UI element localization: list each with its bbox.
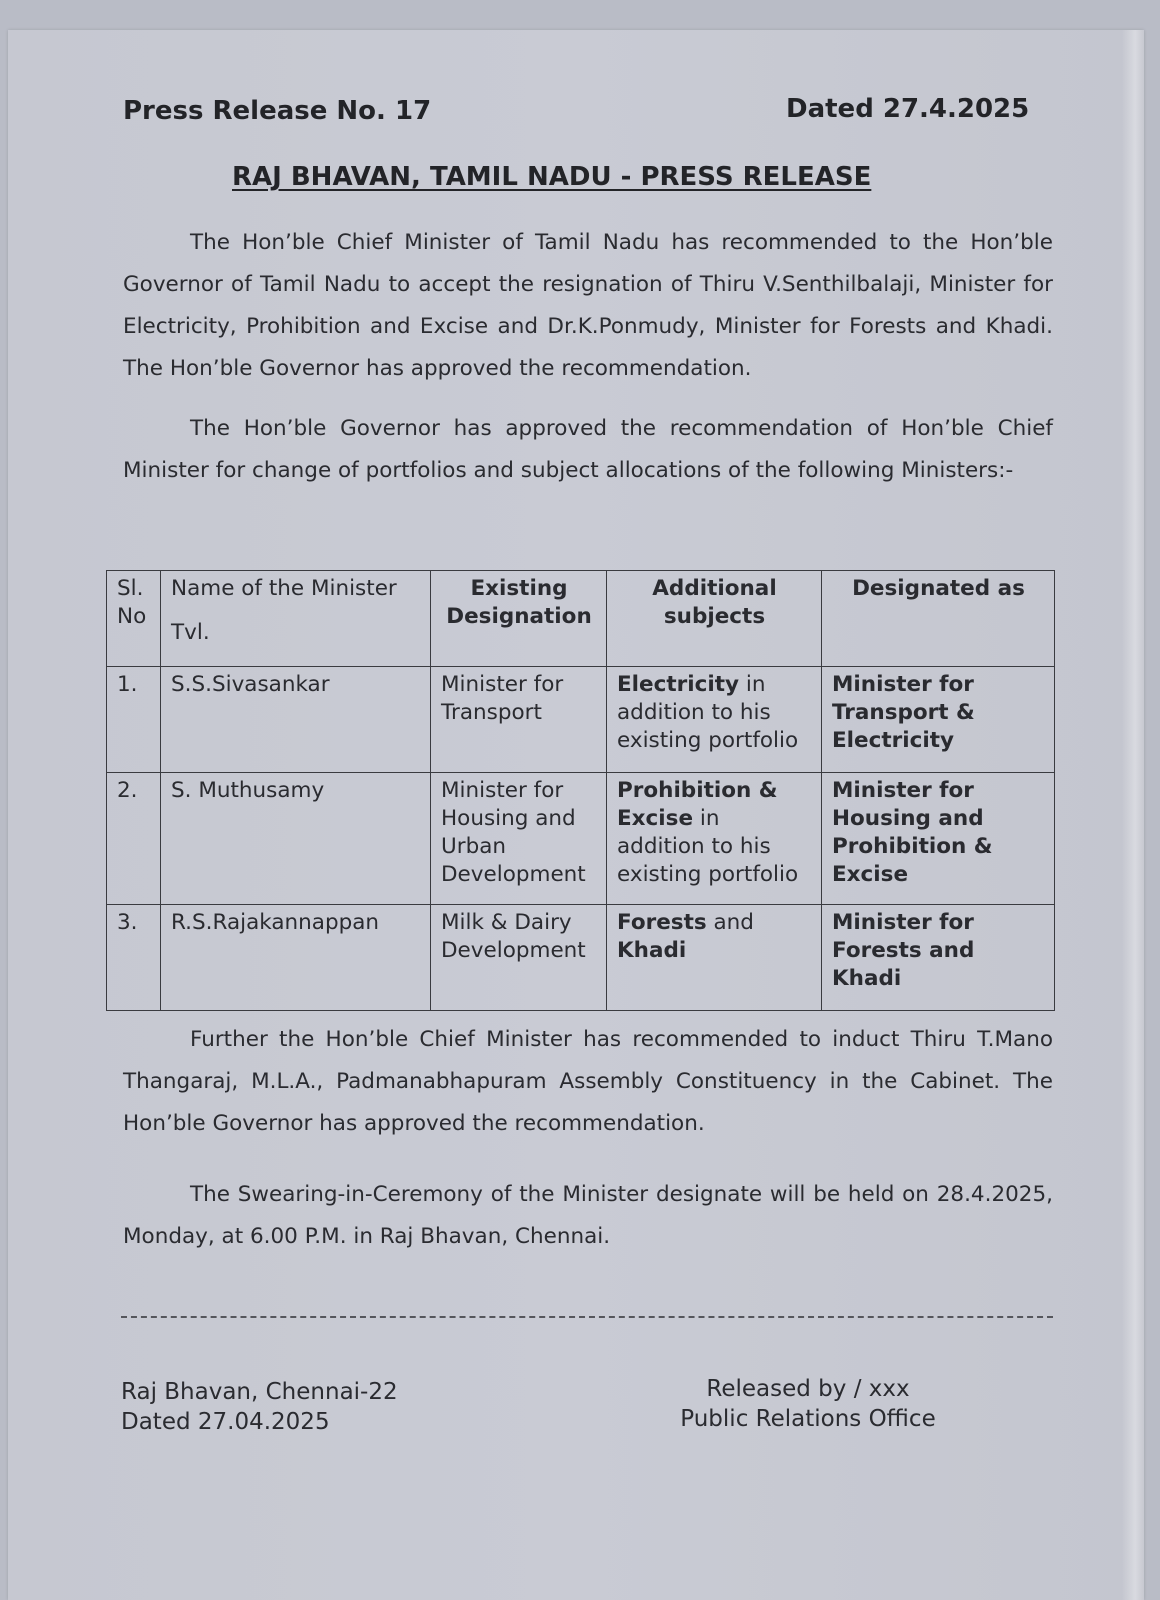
cell-minister-name: S. Muthusamy [161, 773, 431, 905]
cell-existing-designation: Minister for Housing and Urban Development [431, 773, 607, 905]
cell-additional-subjects: Prohibition & Excise in addition to his existing portfolio [607, 773, 822, 905]
footer-date: Dated 27.04.2025 [121, 1409, 330, 1435]
paragraph-induction: Further the Hon’ble Chief Minister has recommended to induct Thiru T.Mano Thangaraj, M.L.A., Padmanabhapuram Assembly Constituency in the Cabinet. The Hon’ble Governor has approved the recommendation. [123, 1027, 1053, 1136]
cell-sl: 3. [107, 905, 161, 1011]
header-sl-no: Sl. No [107, 571, 161, 667]
table-row [107, 667, 1055, 773]
document-title: RAJ BHAVAN, TAMIL NADU - PRESS RELEASE [232, 162, 872, 192]
paragraph-portfolio-change: The Hon’ble Governor has approved the recommendation of Hon’ble Chief Minister for change of portfolios and subject allocations of the following Ministers:- [123, 416, 1053, 483]
paragraph-swearing-in: The Swearing-in-Ceremony of the Minister designate will be held on 28.4.2025, Monday, at 6.00 P.M. in Raj Bhavan, Chennai. [123, 1182, 1053, 1249]
press-release-number: Press Release No. 17 [123, 96, 432, 126]
cell-designated-as: Minister for Housing and Prohibition & Excise [822, 773, 1055, 905]
footer-office: Public Relations Office [680, 1406, 936, 1432]
table-row [107, 905, 1055, 1011]
press-release-date: Dated 27.4.2025 [786, 94, 1030, 124]
table-header-row [107, 571, 1055, 667]
cell-existing-designation: Minister for Transport [431, 667, 607, 773]
cell-additional-subjects: Forests and Khadi [607, 905, 822, 1011]
cell-designated-as: Minister for Forests and Khadi [822, 905, 1055, 1011]
cell-additional-subjects: Electricity in addition to his existing portfolio [607, 667, 822, 773]
separator-dashed-line [121, 1316, 1053, 1318]
table-row [107, 773, 1055, 905]
paragraph-resignation: The Hon’ble Chief Minister of Tamil Nadu has recommended to the Hon’ble Governor of Tamil Nadu to accept the resignation of Thiru V.Senthilbalaji, Minister for Electricity, Prohibition and Excise and Dr.K.Ponmudy, Minister for Forests and Khadi. The Hon’ble Governor has approved the recommendation. [123, 230, 1053, 381]
cell-sl: 1. [107, 667, 161, 773]
cell-minister-name: R.S.Rajakannappan [161, 905, 431, 1011]
cell-existing-designation: Milk & Dairy Development [431, 905, 607, 1011]
header-minister-name: Name of the Minister Tvl. [161, 571, 431, 667]
footer-released-by: Released by / xxx [706, 1376, 910, 1402]
cell-minister-name: S.S.Sivasankar [161, 667, 431, 773]
header-existing-designation: Existing Designation [431, 571, 607, 667]
footer-place: Raj Bhavan, Chennai-22 [121, 1379, 398, 1405]
cell-sl: 2. [107, 773, 161, 905]
portfolio-allocation-table [106, 570, 1055, 1011]
header-designated-as: Designated as [822, 571, 1055, 667]
header-additional-subjects: Additional subjects [607, 571, 822, 667]
cell-designated-as: Minister for Transport & Electricity [822, 667, 1055, 773]
